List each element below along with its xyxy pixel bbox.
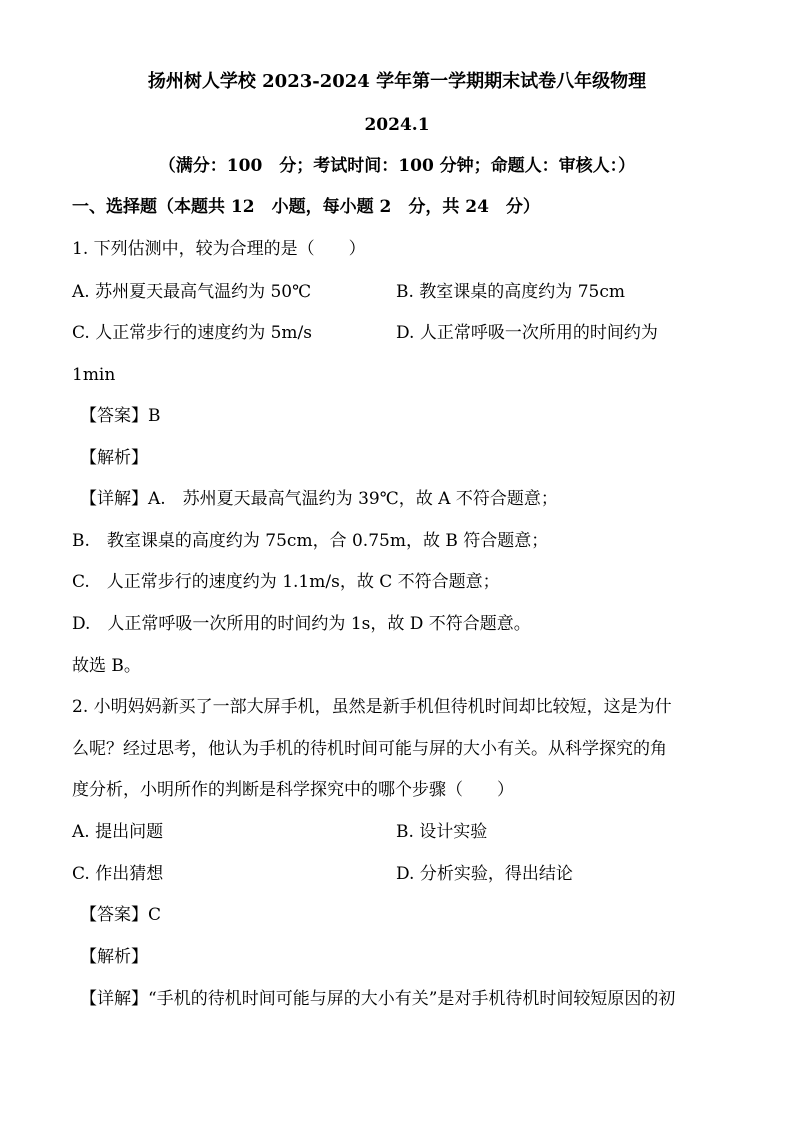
- question-2-stem-line-3: 度分析，小明所作的判断是科学探究中的哪个步骤（ ）: [72, 780, 514, 800]
- question-2-option-a: A. 提出问题: [72, 822, 164, 842]
- question-1-detail-b: B. 教室课桌的高度约为 75cm，合 0.75m，故 B 符合题意；: [72, 531, 549, 551]
- question-1-option-a: A. 苏州夏天最高气温约为 50℃: [72, 282, 312, 302]
- question-2-option-b: B. 设计实验: [396, 822, 488, 842]
- question-1-answer: 【答案】B: [80, 406, 161, 426]
- question-1-option-b: B. 教室课桌的高度约为 75cm: [396, 282, 625, 302]
- exam-date: 2024.1: [364, 115, 430, 135]
- question-1-option-d: D. 人正常呼吸一次所用的时间约为: [396, 323, 658, 343]
- question-2-analysis-label: 【解析】: [80, 947, 148, 967]
- section-heading: 一、选择题（本题共 12 小题，每小题 2 分，共 24 分）: [72, 197, 540, 217]
- question-1-analysis-label: 【解析】: [80, 448, 148, 468]
- exam-title: 扬州树人学校 2023-2024 学年第一学期期末试卷八年级物理: [147, 71, 647, 92]
- question-1-detail-a: 【详解】A. 苏州夏天最高气温约为 39℃，故 A 不符合题意；: [80, 489, 558, 509]
- question-1-option-d-continued: 1min: [72, 365, 116, 385]
- question-2-answer: 【答案】C: [80, 905, 162, 925]
- question-2-stem-line-2: 么呢？经过思考，他认为手机的待机时间可能与屏的大小有关。从科学探究的角: [72, 739, 667, 759]
- question-1-option-c: C. 人正常步行的速度约为 5m/s: [72, 323, 313, 343]
- question-2-option-c: C. 作出猜想: [72, 864, 164, 884]
- exam-info: （满分：100 分；考试时间：100 分钟；命题人：审核人：）: [158, 156, 636, 176]
- question-2-option-d: D. 分析实验，得出结论: [396, 864, 573, 884]
- question-1-detail-d: D. 人正常呼吸一次所用的时间约为 1s，故 D 不符合题意。: [72, 614, 531, 634]
- question-1-detail-c: C. 人正常步行的速度约为 1.1m/s，故 C 不符合题意；: [72, 572, 500, 592]
- question-1-stem: 1. 下列估测中，较为合理的是（ ）: [72, 239, 366, 259]
- question-1-conclusion: 故选 B。: [72, 656, 141, 676]
- question-2-stem-line-1: 2. 小明妈妈新买了一部大屏手机，虽然是新手机但待机时间却比较短，这是为什: [72, 697, 672, 717]
- question-2-detail: 【详解】“手机的待机时间可能与屏的大小有关”是对手机待机时间较短原因的初: [80, 989, 676, 1009]
